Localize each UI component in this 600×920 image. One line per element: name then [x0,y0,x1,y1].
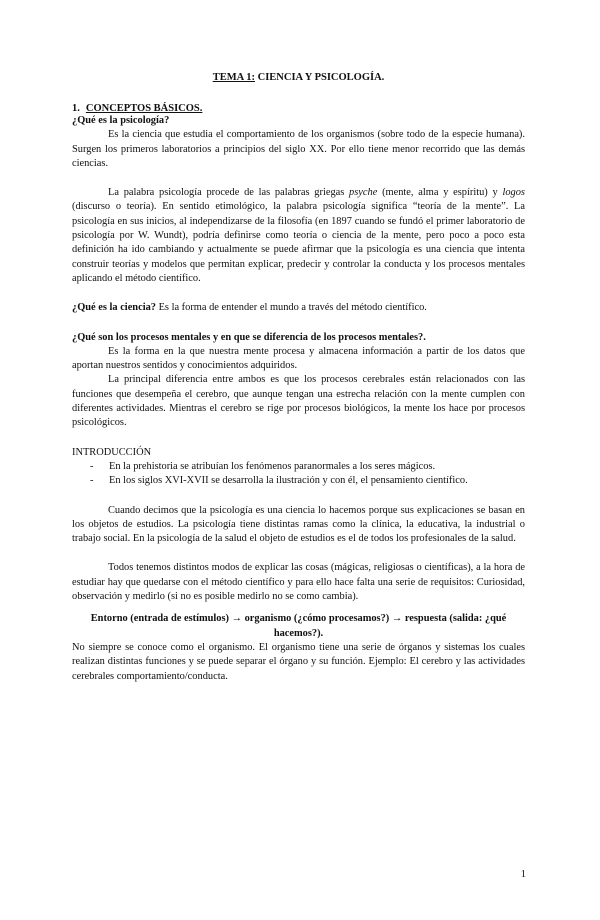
etymology-b: (mente, alma y espíritu) y [377,187,503,199]
section-number: 1. [72,103,80,114]
paragraph-science [72,301,525,315]
process-flow-line: Entorno (entrada de estímulos) → organismo (¿cómo procesamos?) → respuesta (salida: ¿qué hacemos?). [90,613,507,639]
section-heading [72,103,525,114]
paragraph-definition: Es la ciencia que estudia el comportamiento de los organismos (sobre todo de la especie humana). Surgen los primeros laboratorios a principios del siglo XX. Por ello tiene menor recorrido que las demás ciencias. [72,129,525,169]
word-psyche: psyche [349,187,378,199]
paragraph-etymology [72,186,525,286]
page-number: 1 [520,869,526,880]
list-item-text: En la prehistoria se atribuían los fenómenos paranormales a los seres mágicos. [109,460,436,472]
answer-science: Es la forma de entender el mundo a través del método científico. [155,302,427,314]
dash-marker: - [90,460,94,472]
document-page [0,72,600,920]
title-prefix: TEMA 1: [212,72,255,83]
list-item [72,460,525,474]
paragraph-organism: No siempre se conoce como el organismo. El organismo tiene una serie de órganos y sistemas los cuales realizan distintas funciones y se puede separar el órgano y su función. Ejemplo: El cerebro y las actividades cerebrales comportamiento/conducta. [72,641,525,682]
paragraph-requisites: Todos tenemos distintos modos de explicar las cosas (mágicas, religiosas o científicas), a la hora de estudiar hay que quedarse con el método científico y para ello hace falta una serie de requisitos: Curiosidad, observación y medirlo (si no es posible medirlo no se como cambia). [72,562,525,603]
section-title: CONCEPTOS BÁSICOS. [85,103,203,114]
question-science: ¿Qué es la ciencia? [72,302,156,314]
etymology-a: La palabra psicología procede de las palabras griegas [108,187,350,199]
question-mental-processes: ¿Qué son los procesos mentales y en que se diferencia de los procesos mentales?. [72,331,426,343]
question-psychology: ¿Qué es la psicología? [72,115,170,126]
list-item-text: En los siglos XVI-XVII se desarrolla la ilustración y con él, el pensamiento científico. [109,475,468,487]
list-item [72,474,525,488]
page-title [72,72,525,83]
paragraph-mental-processes: Es la forma en la que nuestra mente procesa y almacena información a partir de los datos que aportan nuestros sentidos y conocimientos adquiridos. [72,345,525,372]
paragraph-difference: La principal diferencia entre ambos es que los procesos cerebrales están relacionados con las funciones que desempeña el cerebro, que aunque tengan una estrecha relación con la mente cumplen con diferentes actividades. Mientras el cerebro se rige por procesos biológicos, la mente los hace por procesos psicológicos. [72,374,525,429]
etymology-c: (discurso o teoría). En sentido etimológico, la palabra psicología significa “teoría de la mente”. La psicología en sus inicios, al independizarse de la filosofía (en 1897 cuando se fundó el primer laboratorio de psicología por W. Wundt), podría definirse como teoría o ciencia de la mente, pero poco a poco esta definición ha ido cambiando y actualmente se puede afirmar que la psicología es una ciencia que intenta construir teorías y modelos que permitan explicar, predecir y controlar la conducta y los procesos mentales aplicando el método científico. [72,201,525,284]
dash-marker: - [90,475,94,487]
word-logos: logos [502,187,525,199]
title-rest: CIENCIA Y PSICOLOGÍA. [254,72,385,83]
intro-heading: INTRODUCCIÓN [72,446,152,458]
paragraph-branches: Cuando decimos que la psicología es una ciencia lo hacemos porque sus explicaciones se basan en los objetos de estudios. La psicología tiene distintas ramas como la clínica, la educativa, la industrial o trabajo social. En la psicología de la salud el objeto de estudios es el de todos los profesionales de la salud. [72,504,525,545]
intro-list [72,460,525,489]
